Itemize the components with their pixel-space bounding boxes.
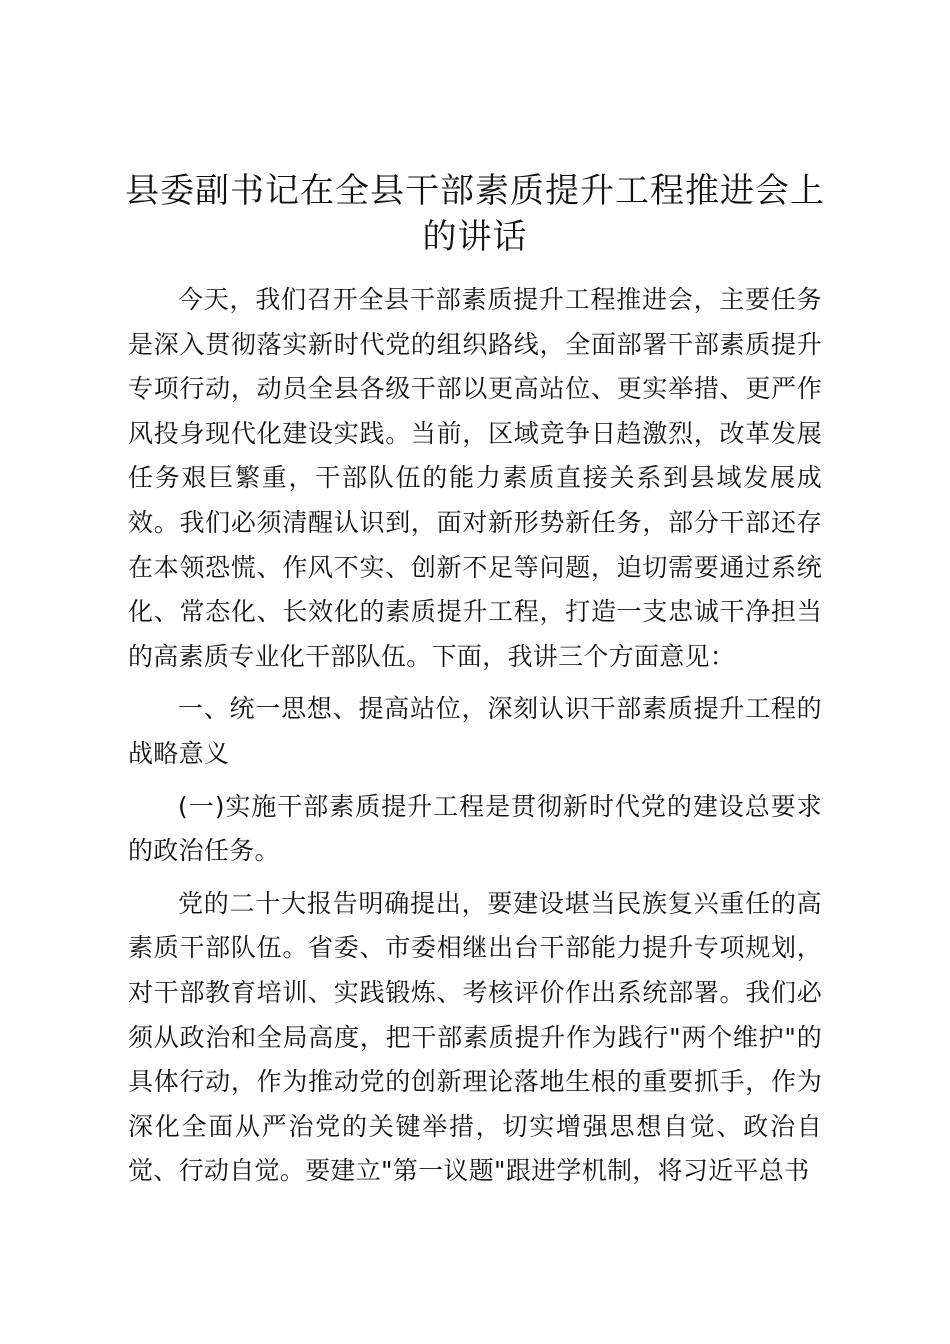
intro-paragraph: 今天，我们召开全县干部素质提升工程推进会，主要任务是深入贯彻落实新时代党的组织路线，全面部署干部素质提升专项行动，动员全县各级干部以更高站位、更实举措、更严作风投身现代化建设实践。当前，区域竞争日趋激烈，改革发展任务艰巨繁重，干部队伍的能力素质直接关系到县域发展成效。我们必须清醒认识到，面对新形势新任务，部分干部还存在本领恐慌、作风不实、创新不足等问题，迫切需要通过系统化、常态化、长效化的素质提升工程，打造一支忠诚干净担当的高素质专业化干部队伍。下面，我讲三个方面意见： bbox=[128, 285, 822, 671]
section-heading-1: 一、统一思想、提高站位，深刻认识干部素质提升工程的战略意义 bbox=[128, 694, 822, 768]
body-paragraph: 党的二十大报告明确提出，要建设堪当民族复兴重任的高素质干部队伍。省委、市委相继出台干部能力提升专项规划，对干部教育培训、实践锻炼、考核评价作出系统部署。我们必须从政治和全局高度，把干部素质提升作为践行"两个维护"的具体行动，作为推动党的创新理论落地生根的重要抓手，作为深化全面从严治党的关键举措，切实增强思想自觉、政治自觉、行动自觉。要建立"第一议题"跟进学机制，将习近平总书 bbox=[128, 888, 822, 1186]
document-title: 县委副书记在全县干部素质提升工程推进会上的讲话 bbox=[125, 171, 825, 257]
document-body bbox=[128, 278, 822, 1194]
subsection-heading-1: (一)实施干部素质提升工程是贯彻新时代党的建设总要求的政治任务。 bbox=[128, 791, 822, 866]
